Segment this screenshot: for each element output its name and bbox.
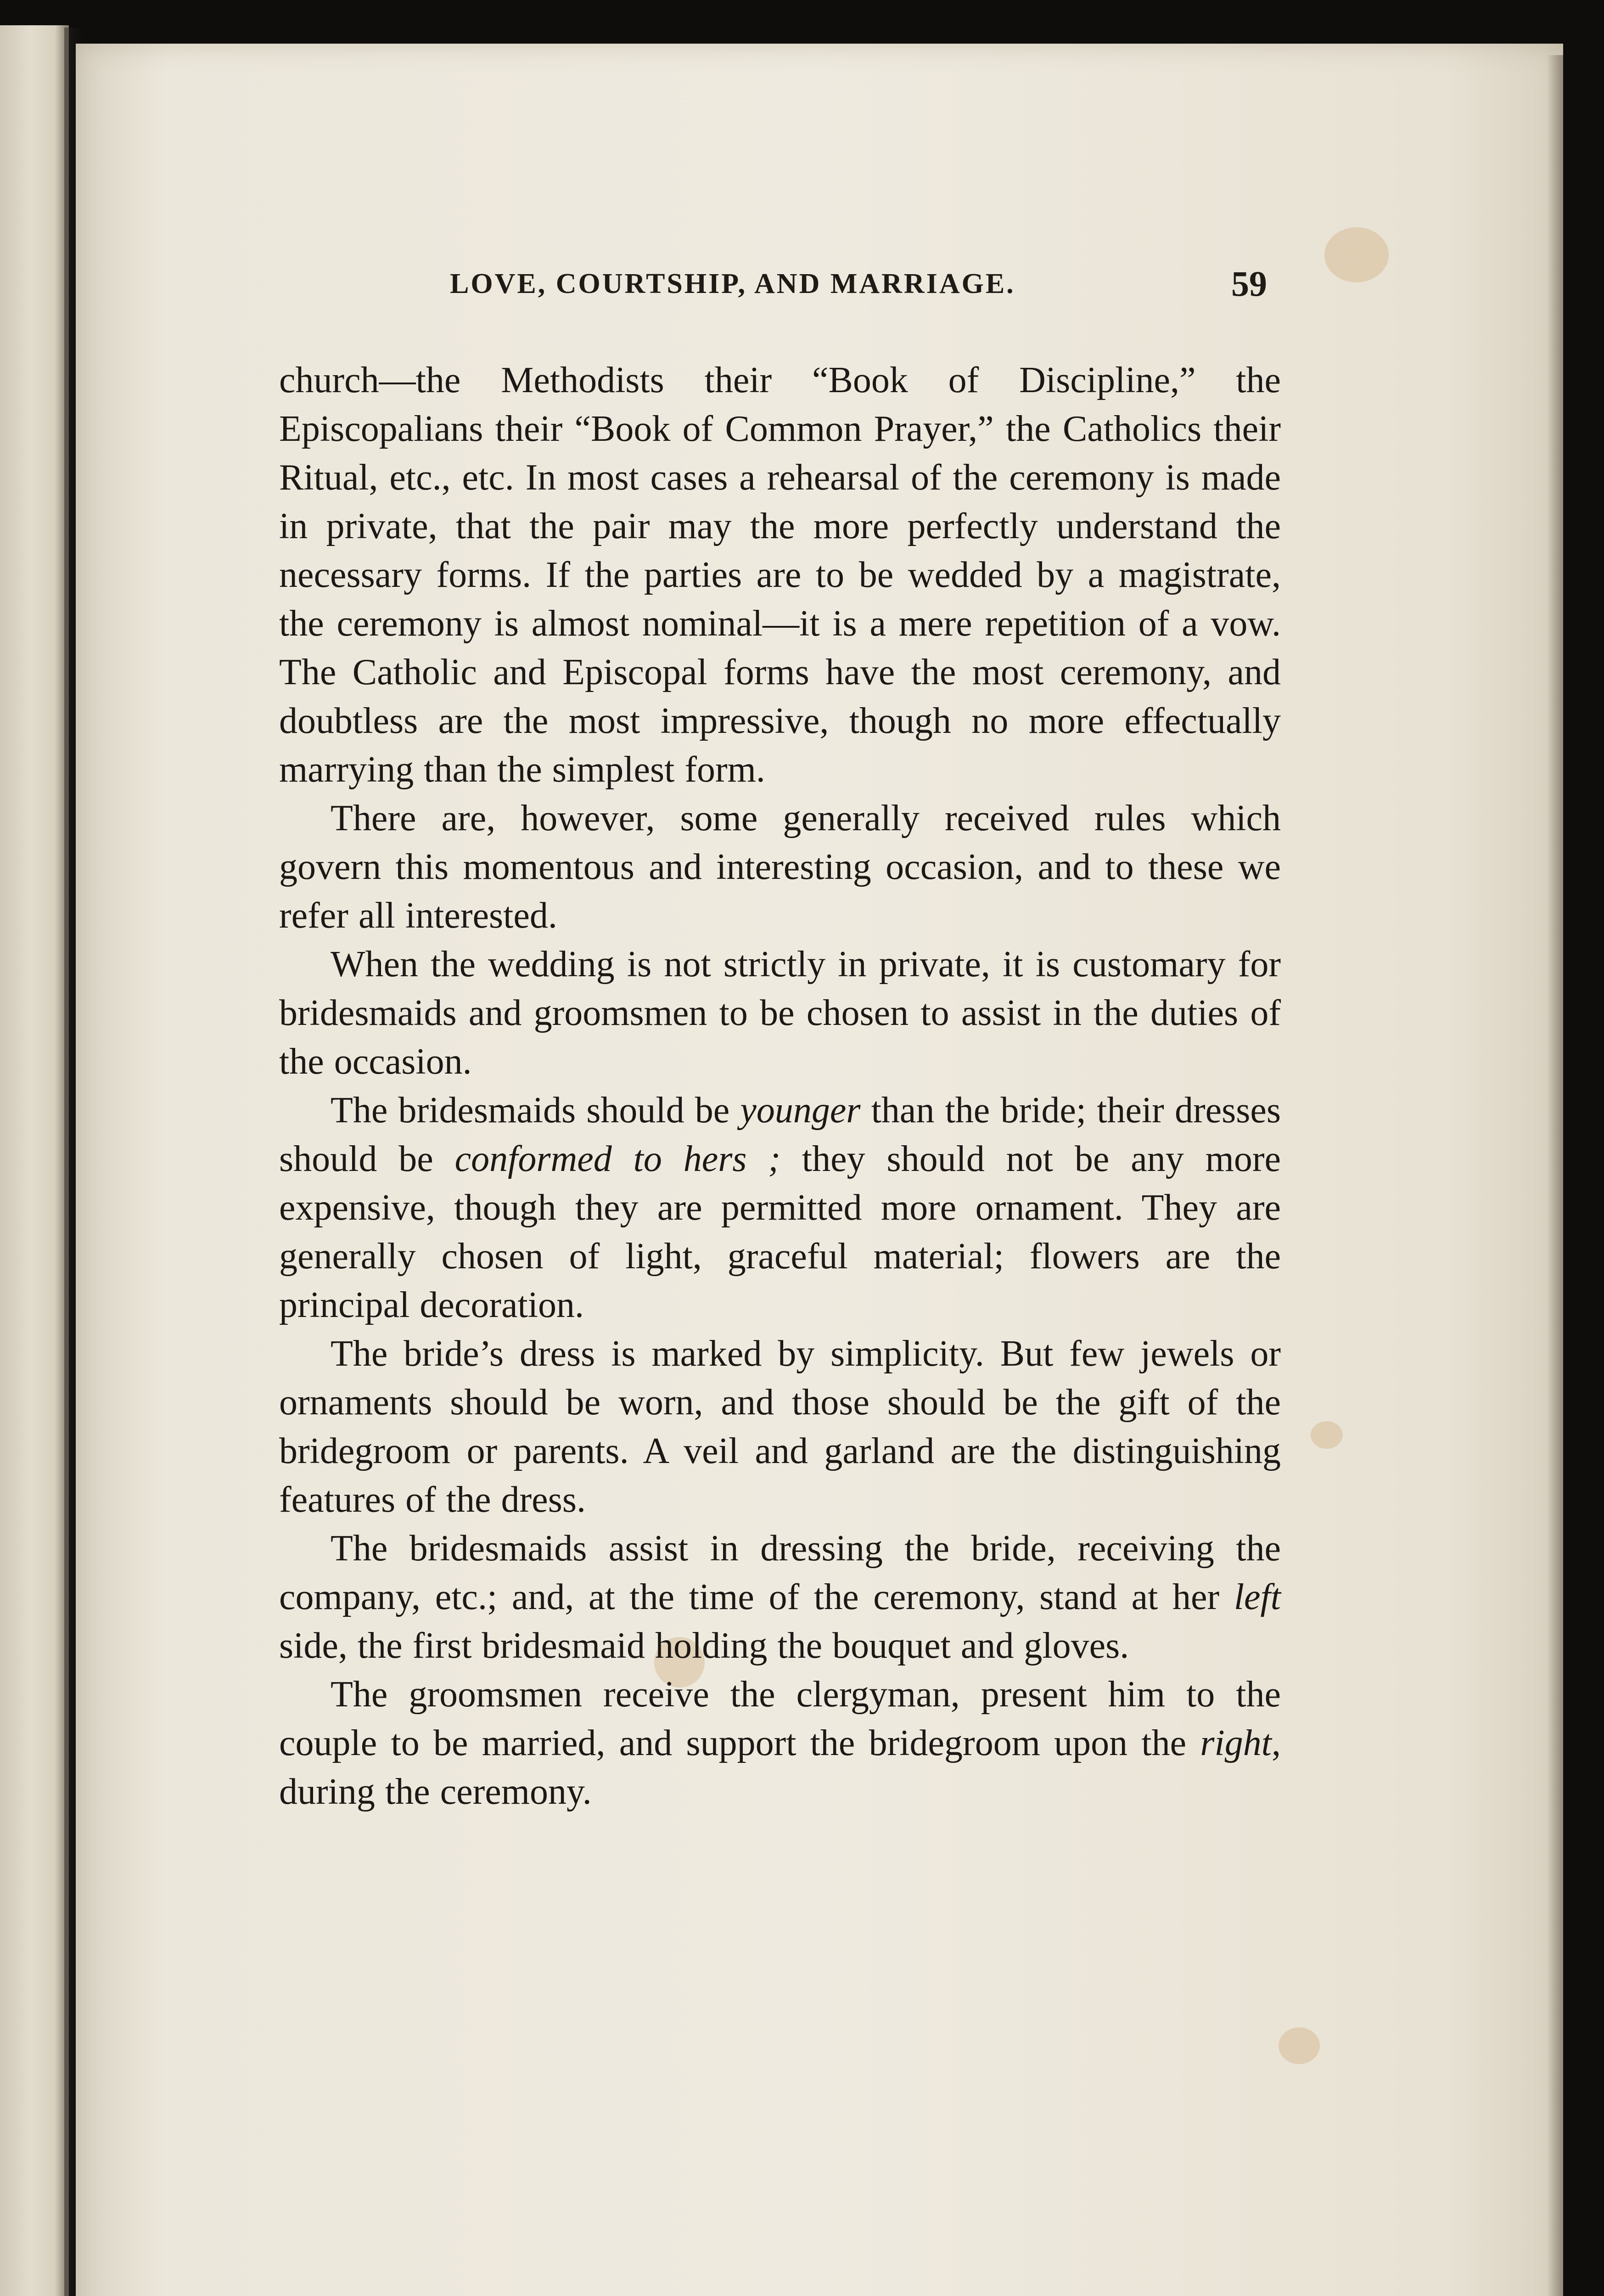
paragraph [279, 1670, 1281, 1816]
running-title: LOVE, COURTSHIP, AND MARRIAGE. [450, 268, 1015, 299]
text-run: When the wedding is not strictly in private, it is customary for bridesmaids and groomsmen to be chosen to assist in the duties of the occasion. [279, 944, 1281, 1082]
page-right-edge [1547, 55, 1563, 2296]
foxing-stain [1311, 1421, 1343, 1449]
previous-page-edge [0, 25, 69, 2296]
running-head [280, 264, 1267, 315]
italic-text: left [1234, 1577, 1281, 1617]
text-run: The bridesmaids should be [331, 1090, 740, 1131]
text-run: There are, however, some generally received rules which govern this momentous and interesting occasion, and to these we refer all interested. [279, 798, 1281, 936]
foxing-stain [1324, 227, 1389, 282]
text-run: side, the first bridesmaid holding the bouquet and gloves. [279, 1626, 1129, 1666]
paragraph [279, 1329, 1281, 1524]
text-run: church—the Methodists their “Book of Discipline,” the Episcopalians their “Book of Common Prayer,” the Catholics their Ritual, etc., etc. In most cases a rehearsal of the ceremony is made in private, that the pair may the more perfectly understand the necessary forms. If the parties are to be wedded by a magistrate, the ceremony is almost nominal—it is a mere repetition of a vow. The Catholic and Episcopal forms have the most ceremony, and doubtless are the most impressive, though no more effectually marrying than the simplest form. [279, 360, 1281, 790]
page-number: 59 [1231, 264, 1267, 304]
body-text [279, 356, 1281, 1816]
text-run: they should not be any more expensive, though they are permitted more ornament. They are generally chosen of light, graceful material; flowers are the principal decoration. [279, 1139, 1281, 1325]
text-run: The bridesmaids assist in dressing the bride, receiving the company, etc.; and, at the time of the ceremony, stand at her [279, 1528, 1281, 1617]
paragraph [279, 1086, 1281, 1329]
foxing-stain [1279, 2027, 1320, 2064]
italic-text: conformed to hers ; [454, 1139, 781, 1179]
text-run: , during the ceremony. [279, 1723, 1281, 1812]
text-run: than the bride; their dresses should be [279, 1090, 1281, 1179]
text-run: The groomsmen receive the clergyman, present him to the couple to be married, and support the bridegroom upon the [279, 1674, 1281, 1763]
italic-text: right [1200, 1723, 1272, 1763]
paragraph [279, 1524, 1281, 1670]
paragraph [279, 356, 1281, 794]
italic-text: younger [740, 1090, 861, 1131]
paragraph [279, 940, 1281, 1086]
paragraph [279, 794, 1281, 940]
text-run: The bride’s dress is marked by simplicity. But few jewels or ornaments should be worn, and those should be the gift of the bridegroom or parents. A veil and garland are the distinguishing features of the dress. [279, 1334, 1281, 1520]
